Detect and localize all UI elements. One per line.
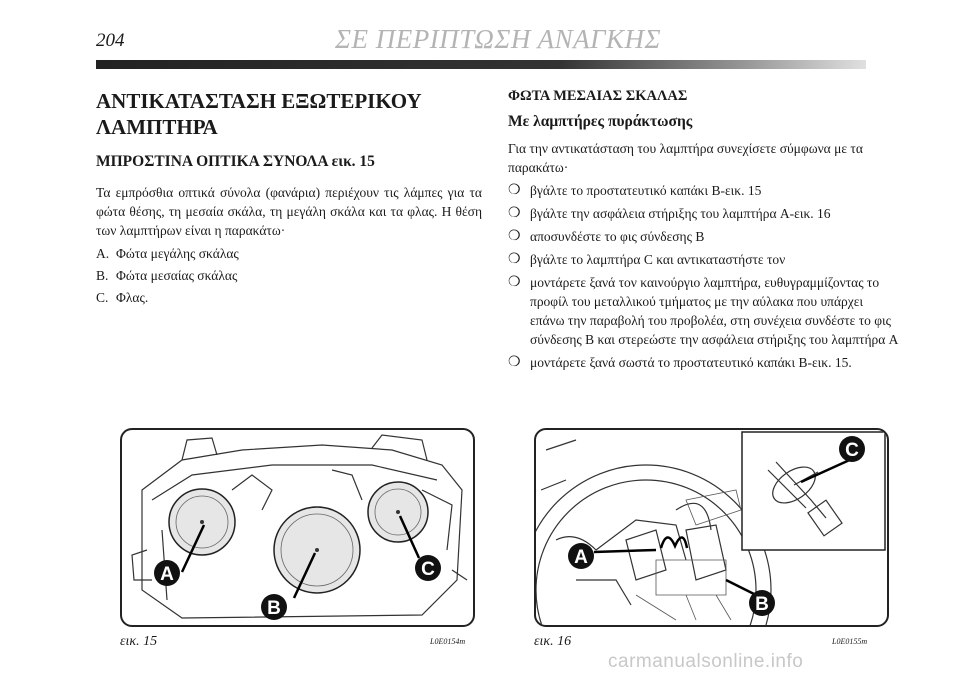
list-item-text: Φώτα μεγάλης σκάλας <box>116 246 239 261</box>
step-item <box>508 353 900 372</box>
figure-15-headlamp-front <box>120 428 475 627</box>
bullet-icon: ❍ <box>508 206 521 221</box>
bulb-removal-illustration <box>536 430 887 625</box>
step-text: αποσυνδέστε το φις σύνδεσης B <box>530 229 705 244</box>
figure-16-code: L0E0155m <box>832 637 868 646</box>
step-text: μοντάρετε ξανά τον καινούργιο λαμπτήρα, ευθυγραμμίζοντας το προφίλ του μεταλλικού τμήματος με την αύλακα που υπάρχει επάνω την παραβολή του προβολέα, στη συνέχεια συνδέστε το φις σύνδεσης B και στερεώστε την ασφάλεια στήριξης του λαμπτήρα A <box>530 275 899 347</box>
step-item <box>508 273 900 349</box>
list-item-letter: C. <box>96 290 109 305</box>
section-heading-line1: ΑΝΤΙΚΑΤΑΣΤΑΣΗ ΕΞΩΤΕΡΙΚΟΥ <box>96 89 422 113</box>
list-item <box>96 244 482 263</box>
procedure-intro: Για την αντικατάσταση του λαμπτήρα συνεχίσετε σύμφωνα με τα παρακάτω· <box>508 141 863 175</box>
figure-16-bulb-removal <box>534 428 889 627</box>
list-item-letter: B. <box>96 268 109 283</box>
label-a: A <box>160 564 174 585</box>
bullet-icon: ❍ <box>508 229 521 244</box>
label-c-badge <box>839 436 865 462</box>
lamp-position-list <box>96 244 482 307</box>
figure-15-code: L0E0154m <box>430 637 466 646</box>
bullet-icon: ❍ <box>508 355 521 370</box>
section-heading <box>96 88 482 140</box>
watermark: carmanualsonline.info <box>608 651 804 672</box>
front-optics-subheading: ΜΠΡΟΣΤΙΝΑ ΟΠΤΙΚΑ ΣΥΝΟΛΑ εικ. 15 <box>96 153 375 170</box>
step-item <box>508 227 900 246</box>
right-column <box>508 88 900 372</box>
procedure-steps <box>508 181 900 372</box>
list-item-text: Φλας. <box>116 290 149 305</box>
label-a: A <box>574 547 588 568</box>
step-text: μοντάρετε ξανά σωστά το προστατευτικό καπάκι B-εικ. 15. <box>530 355 852 370</box>
running-title: ΣΕ ΠΕΡΙΠΤΩΣΗ ΑΝΑΓΚΗΣ <box>335 24 662 54</box>
label-a-badge <box>568 543 594 569</box>
list-item <box>96 266 482 285</box>
header-rule <box>96 60 866 69</box>
label-c: C <box>421 559 435 580</box>
label-c: C <box>845 440 859 461</box>
headlamp-illustration <box>122 430 473 625</box>
label-b-badge <box>261 594 287 620</box>
section-heading-line2: ΛΑΜΠΤΗΡΑ <box>96 115 218 139</box>
bullet-icon: ❍ <box>508 275 521 290</box>
bullet-icon: ❍ <box>508 252 521 267</box>
page-number: 204 <box>96 30 125 51</box>
bullet-icon: ❍ <box>508 183 521 198</box>
retaining-clip <box>661 537 687 548</box>
step-item <box>508 181 900 200</box>
incandescent-subheading: Με λαμπτήρες πυράκτωσης <box>508 113 693 130</box>
step-text: βγάλτε το λαμπτήρα C και αντικαταστήστε τον <box>530 252 786 267</box>
label-b: B <box>267 598 281 619</box>
label-c-badge <box>415 555 441 581</box>
label-b: B <box>755 594 769 615</box>
figure-15-caption: εικ. 15 <box>120 634 158 649</box>
label-b-badge <box>749 590 775 616</box>
low-beam-heading: ΦΩΤΑ ΜΕΣΑΙΑΣ ΣΚΑΛΑΣ <box>508 88 688 104</box>
step-item <box>508 250 900 269</box>
step-text: βγάλτε το προστατευτικό καπάκι B-εικ. 15 <box>530 183 762 198</box>
front-optics-paragraph: Τα εμπρόσθια οπτικά σύνολα (φανάρια) περιέχουν τις λάμπες για τα φώτα θέσης, τη μεσαία σκάλα, τη μεγάλη σκάλα και τα φλας. Η θέση των λαμπτήρων είναι η παρακάτω· <box>96 185 482 238</box>
step-text: βγάλτε την ασφάλεια στήριξης του λαμπτήρα A-εικ. 16 <box>530 206 831 221</box>
step-item <box>508 204 900 223</box>
label-a-badge <box>154 560 180 586</box>
list-item <box>96 288 482 307</box>
list-item-letter: A. <box>96 246 110 261</box>
left-column <box>96 88 482 307</box>
figure-16-caption: εικ. 16 <box>534 634 572 649</box>
list-item-text: Φώτα μεσαίας σκάλας <box>116 268 238 283</box>
